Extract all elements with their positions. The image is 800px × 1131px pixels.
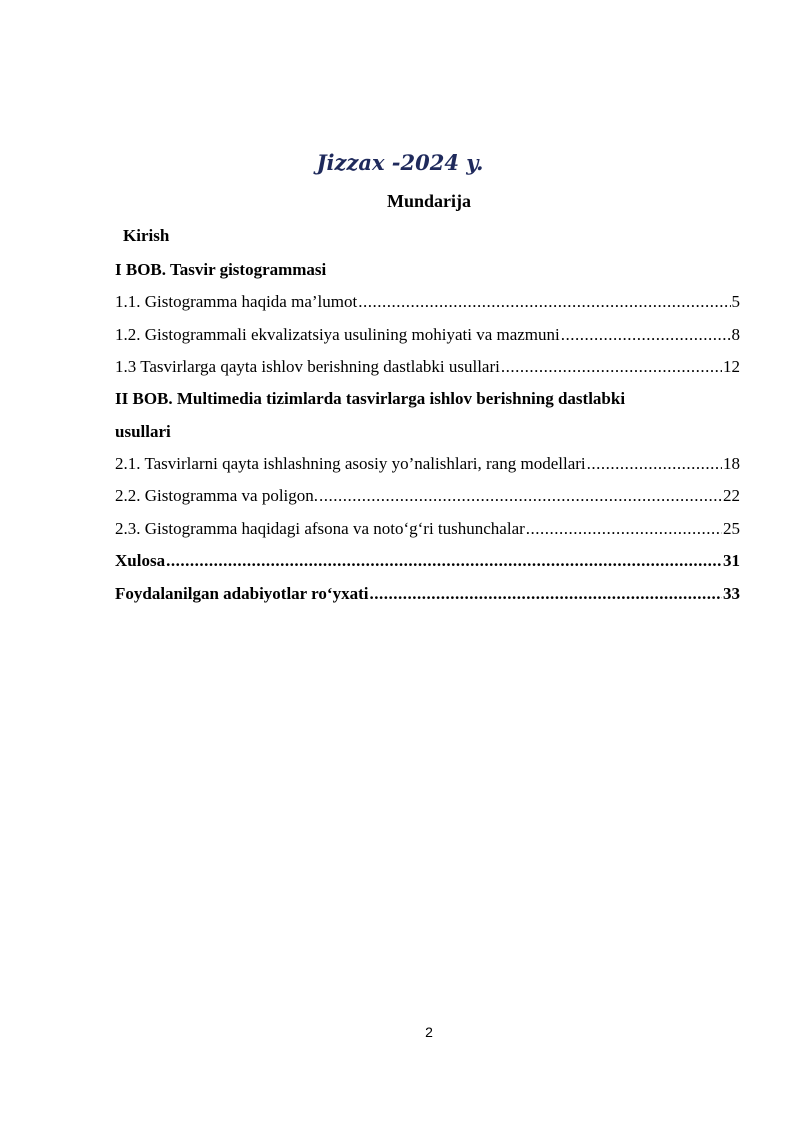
toc-leader-dots (166, 550, 722, 572)
toc-entry-title: Xulosa (115, 551, 166, 570)
toc-entry-title: Foydalanilgan adabiyotlar ro‘yxati (115, 584, 369, 603)
toc-entry-title: 1.2. Gistogrammali ekvalizatsiya usulining mohiyati va mazmuni (115, 325, 560, 344)
toc-entry-1-3[interactable] (115, 356, 740, 378)
toc-entry-1-2[interactable] (115, 324, 740, 346)
toc-entry-page: 22 (723, 486, 740, 505)
city-year-heading: Jizzax -2024 y. (316, 150, 484, 175)
toc-entry-title: 1.3 Tasvirlarga qayta ishlov berishning dastlabki usullari (115, 357, 500, 376)
toc-leader-dots (561, 324, 731, 346)
toc-entry-2-2[interactable] (115, 485, 740, 507)
toc-leader-dots (369, 583, 722, 605)
toc-leader-dots (587, 453, 722, 475)
chapter1-title: I BOB. Tasvir gistogrammasi (115, 260, 327, 279)
toc-entry-page: 8 (731, 325, 740, 344)
toc-entry-title: 2.3. Gistogramma haqidagi afsona va noto‘g‘ri tushunchalar (115, 519, 525, 538)
toc-entry-title: 2.1. Tasvirlarni qayta ishlashning asosiy yo’nalishlari, rang modellari (115, 454, 586, 473)
toc-entry-2-1[interactable] (115, 453, 740, 475)
chapter2-title-line1: II BOB. Multimedia tizimlarda tasvirlarga ishlov berishning dastlabki (115, 389, 626, 408)
toc-title: Mundarija (386, 191, 471, 211)
toc-entry-conclusion[interactable] (115, 550, 740, 572)
toc-entry-page: 12 (723, 357, 740, 376)
toc-entry-references[interactable] (115, 583, 740, 605)
toc-entry-title: 2.2. Gistogramma va poligon. (115, 486, 319, 505)
toc-intro: Kirish (123, 226, 170, 245)
toc-leader-dots (501, 356, 722, 378)
toc-entry-page: 18 (723, 454, 740, 473)
toc-entry-2-3[interactable] (115, 518, 740, 540)
toc-entry-page: 5 (731, 292, 740, 311)
toc-leader-dots (319, 485, 722, 507)
toc-entry-title: 1.1. Gistogramma haqida ma’lumot (115, 292, 358, 311)
toc-entry-page: 31 (723, 551, 740, 570)
toc-leader-dots (526, 518, 722, 540)
toc-entry-page: 25 (723, 519, 740, 538)
page-number: 2 (425, 1024, 433, 1040)
toc-leader-dots (358, 291, 730, 313)
toc-entry-1-1[interactable] (115, 291, 740, 313)
toc-entry-page: 33 (723, 584, 740, 603)
chapter2-title-line2: usullari (115, 422, 171, 441)
